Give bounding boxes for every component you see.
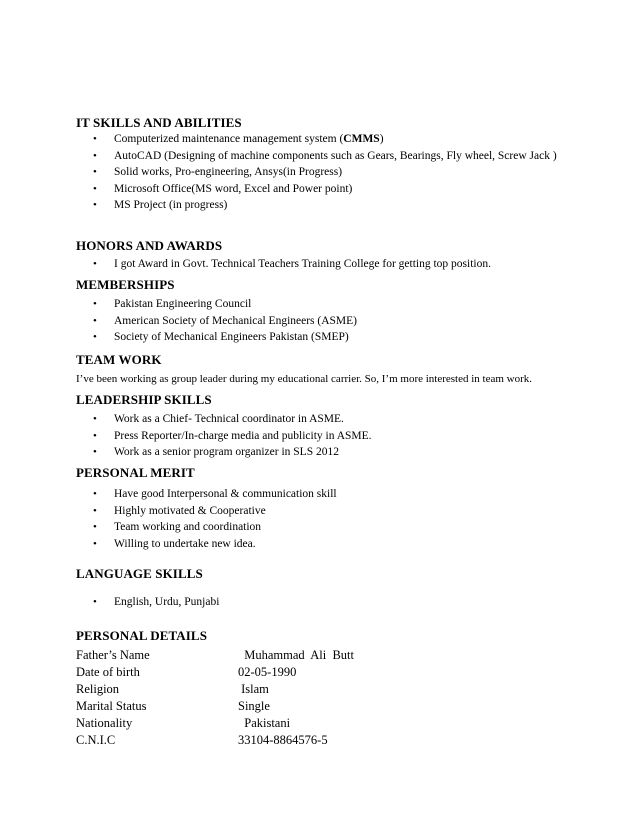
table-row: [76, 716, 354, 733]
leadership-heading: LEADERSHIP SKILLS: [76, 392, 212, 407]
list-item: • Society of Mechanical Engineers Pakistan (SMEP): [93, 329, 357, 346]
personal-merit-list: [93, 486, 337, 552]
detail-value: 33104-8864576-5: [238, 733, 328, 747]
bullet-icon: •: [93, 488, 97, 500]
honors-list: [93, 256, 491, 273]
list-item: • American Society of Mechanical Engineers (ASME): [93, 313, 357, 330]
detail-value: Muhammad Ali Butt: [238, 648, 354, 662]
bullet-icon: •: [93, 199, 97, 211]
it-skills-heading: IT SKILLS AND ABILITIES: [76, 115, 242, 130]
personal-details-table: [76, 648, 354, 750]
list-item: • Microsoft Office(MS word, Excel and Power point): [93, 181, 557, 198]
detail-value: 02-05-1990: [238, 665, 297, 679]
list-item: • Highly motivated & Cooperative: [93, 503, 337, 520]
detail-value: Single: [238, 699, 270, 713]
detail-value: Islam: [238, 682, 269, 696]
list-item: • Computerized maintenance management system (CMMS): [93, 131, 557, 148]
detail-key: Marital Status: [76, 699, 147, 713]
table-row: [76, 682, 354, 699]
language-list: [93, 594, 219, 611]
memberships-heading: MEMBERSHIPS: [76, 277, 175, 292]
list-item: • Work as a Chief- Technical coordinator in ASME.: [93, 411, 372, 428]
bullet-icon: •: [93, 166, 97, 178]
table-row: [76, 733, 354, 750]
bullet-icon: •: [93, 521, 97, 533]
bullet-icon: •: [93, 429, 97, 442]
language-heading: LANGUAGE SKILLS: [76, 566, 203, 581]
bullet-icon: •: [93, 149, 97, 162]
list-item: • Have good Interpersonal & communication skill: [93, 486, 337, 503]
detail-value: Pakistani: [238, 716, 291, 730]
table-row: [76, 665, 354, 682]
list-item: • Solid works, Pro-engineering, Ansys(in Progress): [93, 164, 557, 181]
bullet-icon: •: [93, 298, 97, 310]
bullet-icon: •: [93, 446, 97, 458]
list-item: • I got Award in Govt. Technical Teachers Training College for getting top position.: [93, 256, 491, 273]
memberships-list: [93, 296, 357, 346]
bullet-icon: •: [93, 314, 97, 327]
table-row: [76, 699, 354, 716]
team-work-heading: TEAM WORK: [76, 352, 162, 367]
bullet-icon: •: [93, 413, 97, 425]
bullet-icon: •: [93, 537, 97, 550]
bullet-icon: •: [93, 331, 97, 343]
bullet-icon: •: [93, 258, 97, 270]
list-item: • Work as a senior program organizer in SLS 2012: [93, 444, 372, 461]
leadership-list: [93, 411, 372, 461]
table-row: [76, 648, 354, 665]
bullet-icon: •: [93, 504, 97, 517]
personal-details-heading: PERSONAL DETAILS: [76, 628, 208, 643]
team-work-text: I’ve been working as group leader during my educational carrier. So, I’m more interested in team work.: [76, 373, 533, 385]
list-item: • AutoCAD (Designing of machine components such as Gears, Bearings, Fly wheel, Screw Jack ): [93, 148, 557, 165]
list-item: • English, Urdu, Punjabi: [93, 594, 219, 611]
list-item: • Press Reporter/In-charge media and publicity in ASME.: [93, 428, 372, 445]
honors-heading: HONORS AND AWARDS: [76, 238, 223, 253]
it-skills-list: [93, 131, 557, 214]
detail-key: Father’s Name: [76, 648, 150, 662]
bullet-icon: •: [93, 182, 97, 195]
list-item: • Willing to undertake new idea.: [93, 536, 337, 553]
list-item: • MS Project (in progress): [93, 197, 557, 214]
detail-key: C.N.I.C: [76, 733, 116, 747]
bullet-icon: •: [93, 133, 97, 145]
personal-merit-heading: PERSONAL MERIT: [76, 465, 195, 480]
list-item: • Team working and coordination: [93, 519, 337, 536]
list-item: • Pakistan Engineering Council: [93, 296, 357, 313]
detail-key: Date of birth: [76, 665, 140, 679]
detail-key: Religion: [76, 682, 120, 696]
bullet-icon: •: [93, 596, 97, 608]
detail-key: Nationality: [76, 716, 133, 730]
